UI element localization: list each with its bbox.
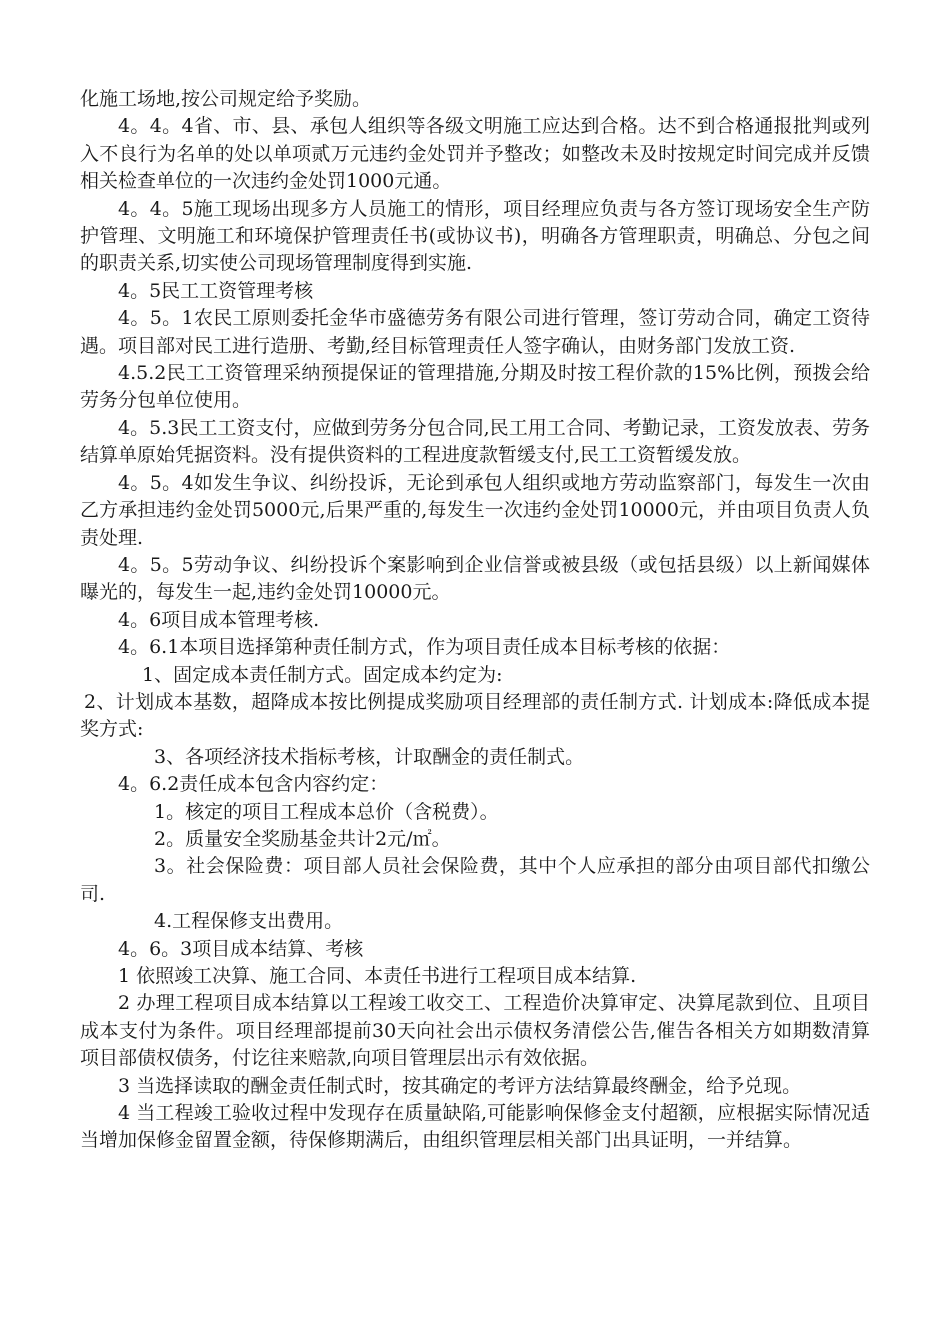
paragraph-05: 4。5。1农民工原则委托金华市盛德劳务有限公司进行管理，签订劳动合同，确定工资待遇。项目部对民工进行造册、考勤,经目标管理责任人签字确认，由财务部门发放工资. (80, 307, 870, 357)
paragraph-02: 4。4。4省、市、县、承包人组织等各级文明施工应达到合格。达不到合格通报批判或列入不良行为名单的处以单项贰万元违约金处罚并予整改；如整改未及时按规定时间完成并反馈相关检查单位的一次违约金处罚1000元通。 (80, 115, 870, 193)
section-heading-4-5: 4。5民工工资管理考核 (118, 279, 314, 302)
list-item-content-4: 4.工程保修支出费用。 (154, 910, 344, 933)
list-item-settle-4: 4 当工程竣工验收过程中发现存在质量缺陷,可能影响保修金支付超额，应根据实际情况适当增加保修金留置金额，待保修期满后，由组织管理层相关部门出具证明，一并结算。 (80, 1102, 870, 1152)
list-item-cost-3: 3、各项经济技术指标考核，计取酬金的责任制式。 (154, 745, 585, 768)
list-item-cost-1: 1、固定成本责任制方式。固定成本约定为: (142, 663, 503, 686)
list-item-settle-2: 2 办理工程项目成本结算以工程竣工收交工、工程造价决算审定、决算尾款到位、且项目成本支付为条件。项目经理部提前30天向社会出示债权务清偿公告,催告各相关方如期数清算项目部债权债务，付讫往来赔款,向项目管理层出示有效依据。 (80, 992, 870, 1070)
paragraph-15: 4。6.2责任成本包含内容约定： (118, 773, 389, 796)
list-item-content-2: 2。质量安全奖励基金共计2元/㎡。 (154, 827, 451, 850)
paragraph-20: 4。6。3项目成本结算、考核 (118, 937, 364, 960)
list-item-cost-2: 2、计划成本基数，超降成本按比例提成奖励项目经理部的责任制方式. 计划成本:降低成本提奖方式: (80, 690, 870, 741)
section-heading-4-6: 4。6项目成本管理考核. (118, 608, 320, 631)
list-item-content-3: 3。社会保险费：项目部人员社会保险费，其中个人应承担的部分由项目部代扣缴公司. (80, 855, 870, 905)
paragraph-08: 4。5。4如发生争议、纠纷投诉，无论到承包人组织或地方劳动监察部门，每发生一次由乙方承担违约金处罚5000元,后果严重的,每发生一次违约金处罚10000元，并由项目负责人负责处理. (80, 471, 870, 549)
list-item-settle-1: 1 依照竣工决算、施工合同、本责任书进行工程项目成本结算. (118, 965, 637, 987)
paragraph-03: 4。4。5施工现场出现多方人员施工的情形，项目经理应负责与各方签订现场安全生产防护管理、文明施工和环境保护管理责任书(或协议书)，明确各方管理职责，明确总、分包之间的职责关系,切实使公司现场管理制度得到实施. (80, 197, 870, 275)
list-item-settle-3: 3 当选择读取的酬金责任制式时，按其确定的考评方法结算最终酬金，给予兑现。 (118, 1074, 802, 1097)
paragraph-09: 4。5。5劳动争议、纠纷投诉个案影响到企业信誉或被县级（或包括县级）以上新闻媒体曝光的，每发生一起,违约金处罚10000元。 (80, 553, 870, 604)
paragraph-06: 4.5.2民工工资管理采纳预提保证的管理措施,分期及时按工程价款的15%比例，预拨会给劳务分包单位使用。 (80, 362, 870, 412)
paragraph-01: 化施工场地,按公司规定给予奖励。 (80, 88, 372, 110)
document-page (80, 86, 870, 1155)
list-item-content-1: 1。核定的项目工程成本总价（含税费）。 (154, 800, 499, 823)
paragraph-07: 4。5.3民工工资支付，应做到劳务分包合同,民工用工合同、考勤记录，工资发放表、劳务结算单原始凭据资料。没有提供资料的工程进度款暂缓支付,民工工资暂缓发放。 (80, 416, 870, 467)
paragraph-11: 4。6.1本项目选择第种责任制方式，作为项目责任成本目标考核的依据： (118, 636, 731, 659)
